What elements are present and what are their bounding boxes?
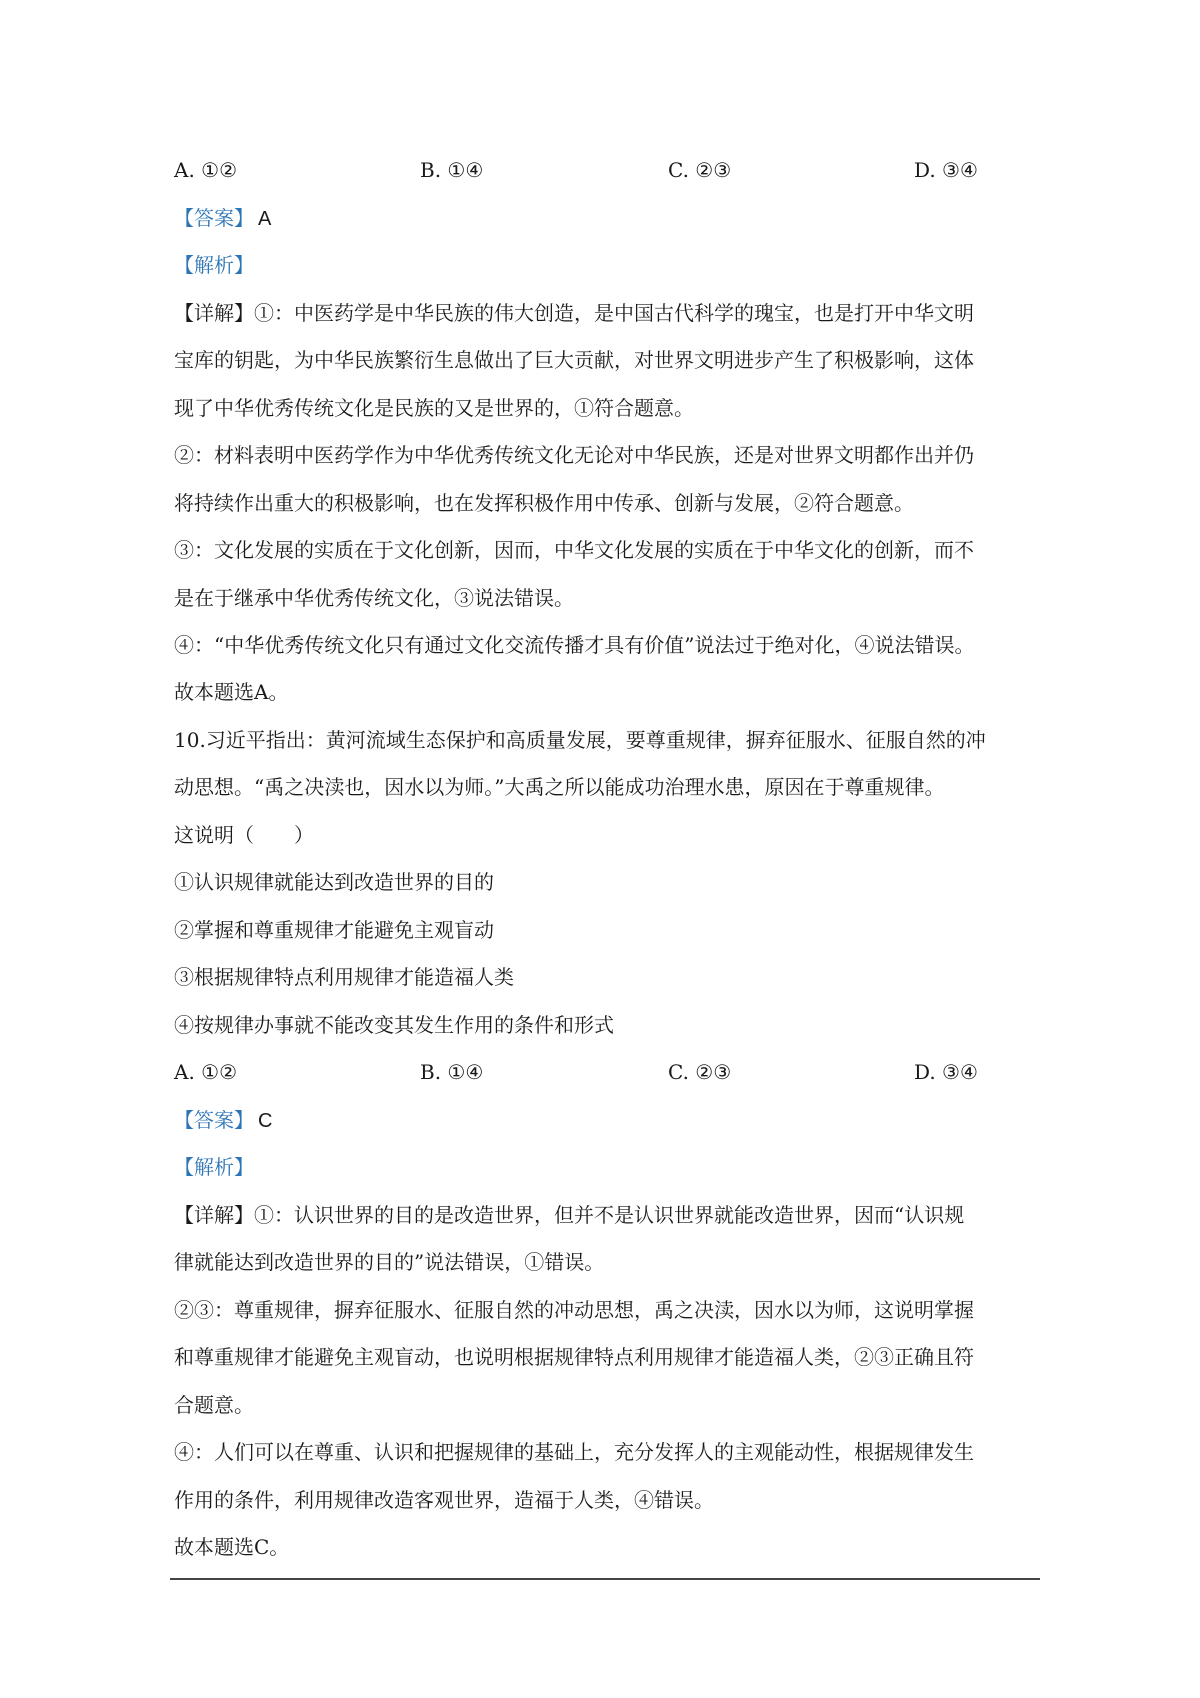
q9-detail-line: ③：文化发展的实质在于文化创新，因而，中华文化发展的实质在于中华文化的创新，而不 <box>174 538 974 562</box>
q9-detail-line: ②：材料表明中医药学作为中华优秀传统文化无论对中华民族，还是对世界文明都作出并仍 <box>174 443 974 467</box>
q9-detail-line: 宝库的钥匙，为中华民族繁衍生息做出了巨大贡献，对世界文明进步产生了积极影响，这体 <box>174 348 974 372</box>
answer-tag: 【答案】 <box>174 1108 254 1132</box>
q10-detail-line: 【详解】①：认识世界的目的是改造世界，但并不是认识世界就能改造世界，因而“认识规 <box>174 1203 965 1227</box>
answer-tag: 【答案】 <box>174 206 254 230</box>
q9-option-a: A. ①② <box>174 158 238 182</box>
q9-answer <box>174 204 1044 233</box>
q9-detail-line: 现了中华优秀传统文化是民族的又是世界的，①符合题意。 <box>174 396 694 420</box>
q9-conclusion: 故本题选A。 <box>174 680 289 704</box>
q10-stem-line: 这说明（ ） <box>174 823 314 847</box>
q9-detail-line: 是在于继承中华优秀传统文化，③说法错误。 <box>174 586 574 610</box>
q10-stem-line: 10.习近平指出：黄河流域生态保护和高质量发展，要尊重规律，摒弃征服水、征服自然的冲 <box>174 728 986 752</box>
q9-analysis-tag: 【解析】 <box>174 253 254 277</box>
q10-detail-line: 和尊重规律才能避免主观盲动，也说明根据规律特点利用规律才能造福人类，②③正确且符 <box>174 1345 974 1369</box>
answer-value: C <box>258 1110 273 1132</box>
q9-option-c: C. ②③ <box>668 158 732 182</box>
q10-statement: ②掌握和尊重规律才能避免主观盲动 <box>174 918 494 942</box>
q10-detail-line: ④：人们可以在尊重、认识和把握规律的基础上，充分发挥人的主观能动性，根据规律发生 <box>174 1440 974 1464</box>
q10-answer <box>174 1106 1044 1135</box>
q10-stem-line: 动思想。“禹之决渎也，因水以为师。”大禹之所以能成功治理水患，原因在于尊重规律。 <box>174 775 945 799</box>
q10-option-b: B. ①④ <box>420 1060 484 1084</box>
q10-statement: ①认识规律就能达到改造世界的目的 <box>174 870 494 894</box>
q10-option-d: D. ③④ <box>914 1060 978 1084</box>
q10-statement: ④按规律办事就不能改变其发生作用的条件和形式 <box>174 1013 614 1037</box>
q9-option-b: B. ①④ <box>420 158 484 182</box>
q10-option-c: C. ②③ <box>668 1060 732 1084</box>
q10-detail-line: 律就能达到改造世界的目的”说法错误，①错误。 <box>174 1250 605 1274</box>
q10-detail-line: ②③：尊重规律，摒弃征服水、征服自然的冲动思想，禹之决渎，因水以为师，这说明掌握 <box>174 1298 974 1322</box>
answer-value: A <box>258 208 272 230</box>
q10-option-a: A. ①② <box>174 1060 238 1084</box>
q9-detail-line: 将持续作出重大的积极影响，也在发挥积极作用中传承、创新与发展，②符合题意。 <box>174 491 914 515</box>
q9-detail-line: ④：“中华优秀传统文化只有通过文化交流传播才具有价值”说法过于绝对化，④说法错误。 <box>174 633 975 657</box>
q9-option-d: D. ③④ <box>914 158 978 182</box>
q9-detail-line: 【详解】①：中医药学是中华民族的伟大创造，是中国古代科学的瑰宝，也是打开中华文明 <box>174 301 974 325</box>
q10-statement: ③根据规律特点利用规律才能造福人类 <box>174 965 514 989</box>
q10-detail-line: 作用的条件，利用规律改造客观世界，造福于人类，④错误。 <box>174 1488 714 1512</box>
q10-detail-line: 合题意。 <box>174 1393 254 1417</box>
q10-analysis-tag: 【解析】 <box>174 1155 254 1179</box>
q10-conclusion: 故本题选C。 <box>174 1535 290 1559</box>
bottom-divider <box>170 1578 1040 1580</box>
